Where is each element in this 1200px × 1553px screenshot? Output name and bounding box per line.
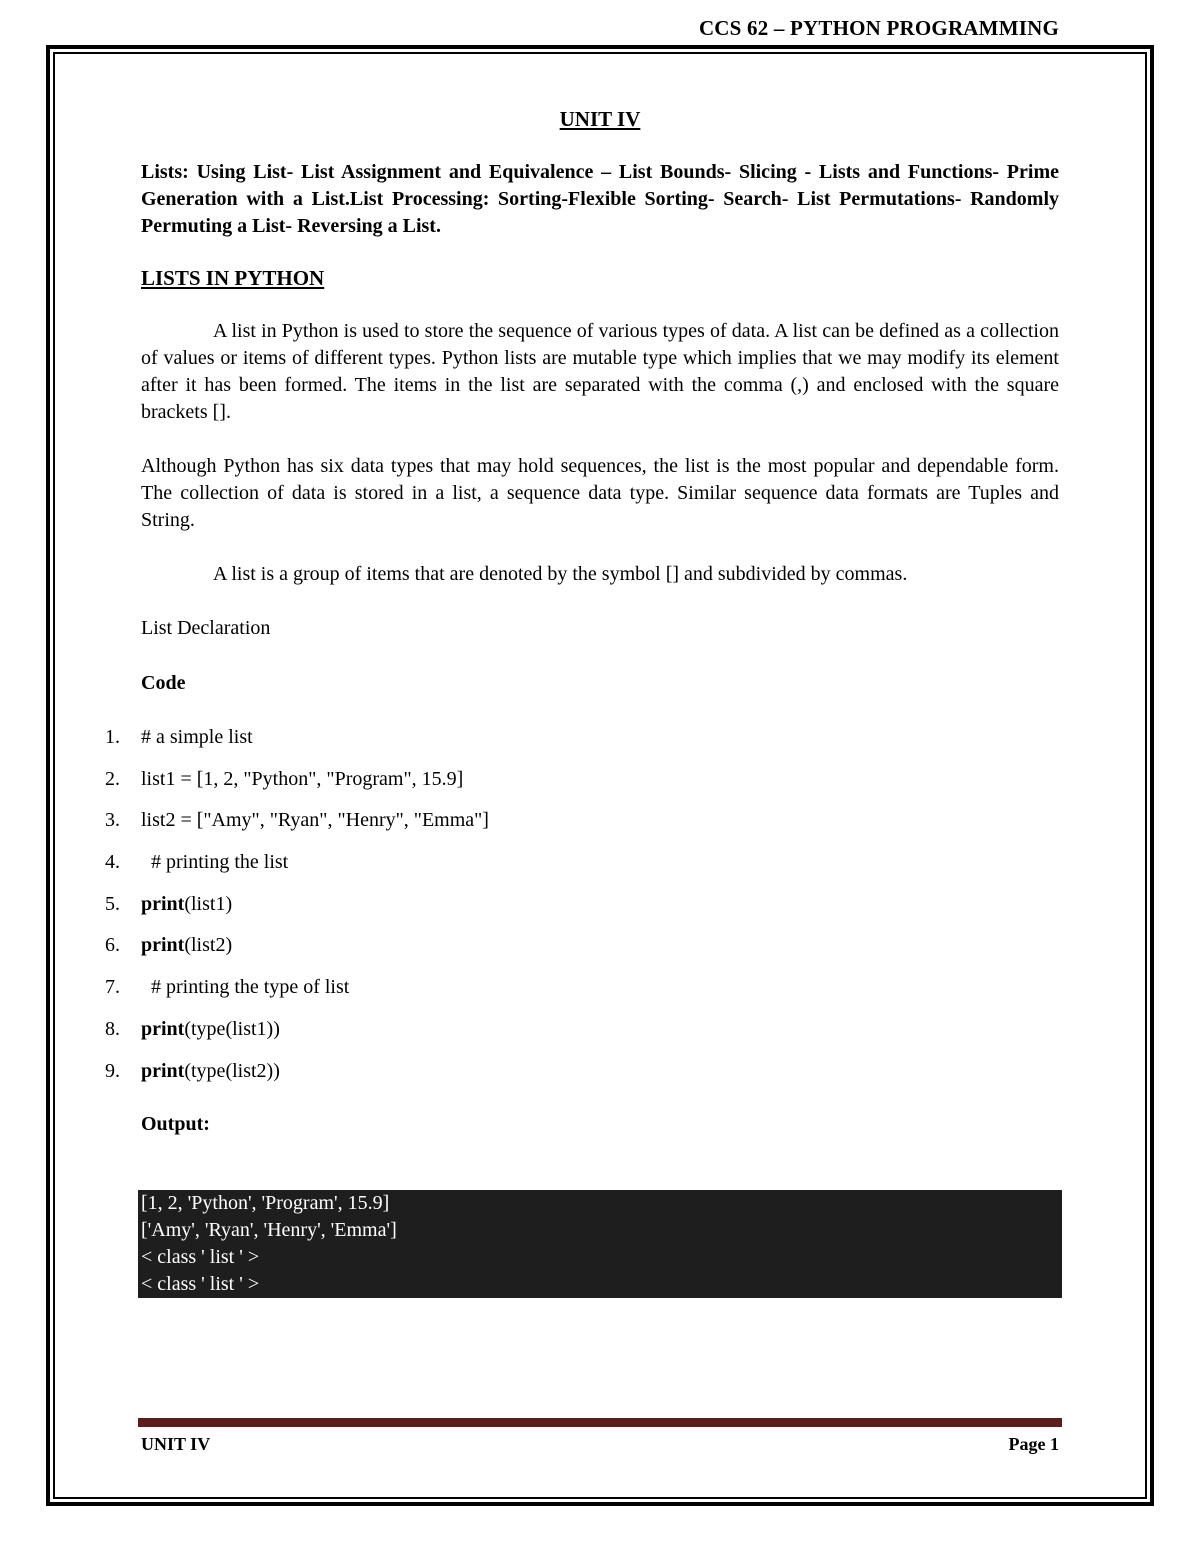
footer-divider	[138, 1418, 1062, 1427]
line-number: 1.	[105, 726, 120, 748]
section-heading: LISTS IN PYTHON	[141, 266, 325, 290]
page-content	[105, 106, 1059, 1138]
code-text: list2 = ["Amy", "Ryan", "Henry", "Emma"]	[141, 809, 489, 832]
code-line	[105, 1058, 1059, 1100]
code-text: # a simple list	[141, 726, 253, 748]
code-line	[105, 849, 1059, 891]
code-listing	[105, 724, 1059, 1099]
paragraph-intro: A list in Python is used to store the sequence of various types of data. A list can be defined as a collection of values or items of different types. Python lists are mutable type which implies that we may modify its element after it has been formed. The items in the list are separated with the comma (,) and enclosed with the square brackets [].	[141, 320, 1059, 423]
code-line	[105, 724, 1059, 766]
code-line	[105, 891, 1059, 933]
line-number: 5.	[105, 892, 120, 915]
output-line: ['Amy', 'Ryan', 'Henry', 'Emma']	[141, 1219, 397, 1241]
code-line	[105, 932, 1059, 974]
running-header: CCS 62 – PYTHON PROGRAMMING	[698, 16, 1059, 40]
code-text: (list1)	[184, 892, 233, 915]
line-number: 9.	[105, 1059, 120, 1082]
line-number: 8.	[105, 1017, 120, 1040]
unit-topics: Lists: Using List- List Assignment and Equivalence – List Bounds- Slicing - Lists and Functions- Prime Generation with a List.List Processing: Sorting-Flexible Sorting- Search- List Permutations- Randomly Permuting a List- Reversing a List.	[141, 161, 1059, 237]
code-text: (list2)	[184, 934, 233, 957]
output-line: < class ' list ' >	[141, 1273, 260, 1295]
line-number: 7.	[105, 976, 120, 999]
list-declaration-label: List Declaration	[141, 617, 271, 639]
output-label: Output:	[141, 1113, 210, 1136]
code-keyword: print	[141, 892, 185, 915]
code-text: (type(list1))	[184, 1017, 280, 1040]
unit-title: UNIT IV	[559, 107, 641, 131]
line-number: 6.	[105, 934, 120, 957]
line-number: 2.	[105, 767, 120, 790]
footer-unit: UNIT IV	[141, 1434, 211, 1454]
code-line	[105, 766, 1059, 808]
code-line	[105, 974, 1059, 1016]
code-keyword: print	[141, 1017, 185, 1040]
output-console	[138, 1190, 1062, 1298]
code-text: list1 = [1, 2, "Python", "Program", 15.9]	[141, 767, 464, 790]
code-text: (type(list2))	[184, 1059, 280, 1082]
line-number: 3.	[105, 809, 120, 832]
output-line: < class ' list ' >	[141, 1246, 260, 1268]
paragraph-sequences: Although Python has six data types that may hold sequences, the list is the most popular and dependable form. The collection of data is stored in a list, a sequence data type. Similar sequence data formats are Tuples and String.	[141, 455, 1059, 531]
code-text: # printing the type of list	[141, 976, 350, 999]
paragraph-definition: A list is a group of items that are denoted by the symbol [] and subdivided by commas.	[213, 563, 908, 585]
line-number: 4.	[105, 851, 120, 874]
footer-page-number: Page 1	[1008, 1434, 1059, 1454]
code-label: Code	[141, 672, 186, 694]
code-line	[105, 1016, 1059, 1058]
code-keyword: print	[141, 934, 185, 957]
output-line: [1, 2, 'Python', 'Program', 15.9]	[141, 1192, 390, 1214]
code-line	[105, 807, 1059, 849]
code-text: # printing the list	[141, 851, 289, 874]
code-keyword: print	[141, 1059, 185, 1082]
